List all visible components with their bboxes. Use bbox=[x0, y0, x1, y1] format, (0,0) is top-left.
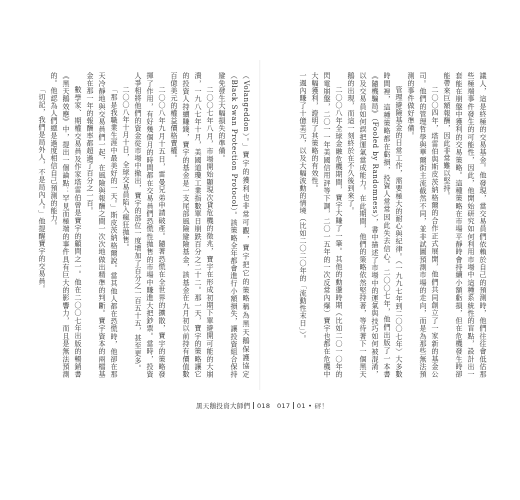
paragraph: 「切記，我們是局外人，不是局內人。」他提醒寶宇的交易員。 bbox=[38, 86, 46, 293]
right-page-text bbox=[268, 72, 489, 378]
folio-separator bbox=[293, 402, 294, 409]
page-number: 018 bbox=[257, 402, 271, 410]
paragraph: 「那是我職業生涯中最美好的一天。」斯皮茨納格爾說。當其他人都在恐慌時，他卻在那天冷靜地與交易員們一起，在風險與報酬之間一次次地做出精準的判斷。寶宇資本的兩檔基金在那一年的報酬率都超過了百分之一百。 bbox=[86, 72, 118, 378]
book-title: 黑天鵝投資大師們 bbox=[196, 402, 251, 410]
left-page bbox=[31, 72, 252, 378]
paragraph: 二〇〇八年全球金融危機期間，寶宇大賺了一筆。其他的動盪時期（比如二〇一〇年的閃電崩盤，二〇一一年美國信用評等下調，二〇一五年的一次反常內爆）寶宇也都在危機中大幅獲利，證明了其策略的有效性。 bbox=[311, 72, 343, 378]
paragraph: 議人，這是終極的交易基金。他發現，當交易員們依賴於自己的預測時，他們往往會低估那些極端事件發生的可能性，因此，他開始研究如何利用市場中這種系統性的盲點，設計出一套能在崩盤中獲利的交易策略。這種策略在市場平靜時會持續小額虧損，但在危機發生時卻能帶來巨額報酬，因此非常難以堅持。 bbox=[443, 72, 487, 378]
chapter-number: 01 bbox=[296, 402, 306, 410]
paragraph: 二〇〇八年十月十日，全球交易員陷入瘋狂拋售。 bbox=[122, 86, 130, 251]
chapter-title: 砰！ bbox=[314, 402, 329, 410]
paragraph: 管理避險基金的日常工作，需要極大的耐心與紀律。（一九九七年到二〇〇七年）大多數時間裡，這種策略都在虧損，投資人常常因此失去信心。二〇〇七年，他們出版了一本書《隨機騙局》（Fooled by Randomness），書中描述了市場中的運氣與技巧如何被混淆，以及交易員如何誤把運氣當成能力。在此期間，他們的策略依然堅持著，等待著下一個黑天鵝的出現，而這一刻終於在不久後到來了。 bbox=[347, 72, 403, 378]
folio-separator bbox=[253, 402, 254, 409]
page-number: 017 bbox=[277, 402, 291, 410]
paragraph: （Volangeddon）。」寶宇的獲利也非常可觀，寶宇把它的策略稱為黑天鵝保護協定（Black Swan Protection Protocol）。該策略全年都會進行小額損失，讓投資組合保持避免發生大幅損失的準備。 bbox=[218, 72, 250, 378]
paragraph: 二〇〇七年八月，市場開始顯現次貸危機的徵兆，寶宇在形成初期下單避開可能的大崩潰，一九八七年十月，美國道瓊工業指數單日崩跌百分之二十二。那一天，寶宇的策略讓它的投資人持續賺錢，寶宇的基金是一支尾部風險避險基金，該基金在九月初以前持有價值數百億美元的權益價格賣權。 bbox=[170, 72, 214, 378]
right-folio: 017 01 • 砰！ bbox=[277, 402, 329, 410]
book-gutter bbox=[259, 60, 261, 390]
left-page-text bbox=[31, 72, 252, 378]
paragraph: 二〇〇四年，塔雷伯與斯皮茨納格爾的合作正式展開，他們共同創立了一家新的基金公司。他們的管理哲學與華爾街主流截然不同，並非試圖預測市場的走向，而是為那些無法預測的事件做好準備。 bbox=[407, 72, 439, 378]
paragraph: 數學家、期權交易員及作家塔雷伯曾是寶宇的顧問之一。他在二〇〇七年出版的暢銷書《黑天鵝效應》中，提出一個論點：罕見而極端的事件具有巨大的影響力，而且是無法預測的。他認為人們總是過度相信自己預測的能力。 bbox=[50, 72, 82, 378]
paragraph: 一週內賺了十億美元，以及大幅波動的情境（比如二〇二〇年的「流動性末日」）。 bbox=[299, 72, 307, 343]
left-folio bbox=[196, 401, 270, 410]
right-page bbox=[268, 72, 489, 378]
paragraph: 二〇〇八年九月十五日，雷曼兄弟申請破產。隨著恐慌在全世界的擴散，寶宇的策略發揮了作用，有好幾個月的時間都在交易員們恐慌性拋售的市場中賺進大把鈔票。當時，投資人爭相將他們的資金從市場中撤出，寶宇的部位一度增加了百分之一百五十五，甚至更多。 bbox=[134, 72, 166, 378]
